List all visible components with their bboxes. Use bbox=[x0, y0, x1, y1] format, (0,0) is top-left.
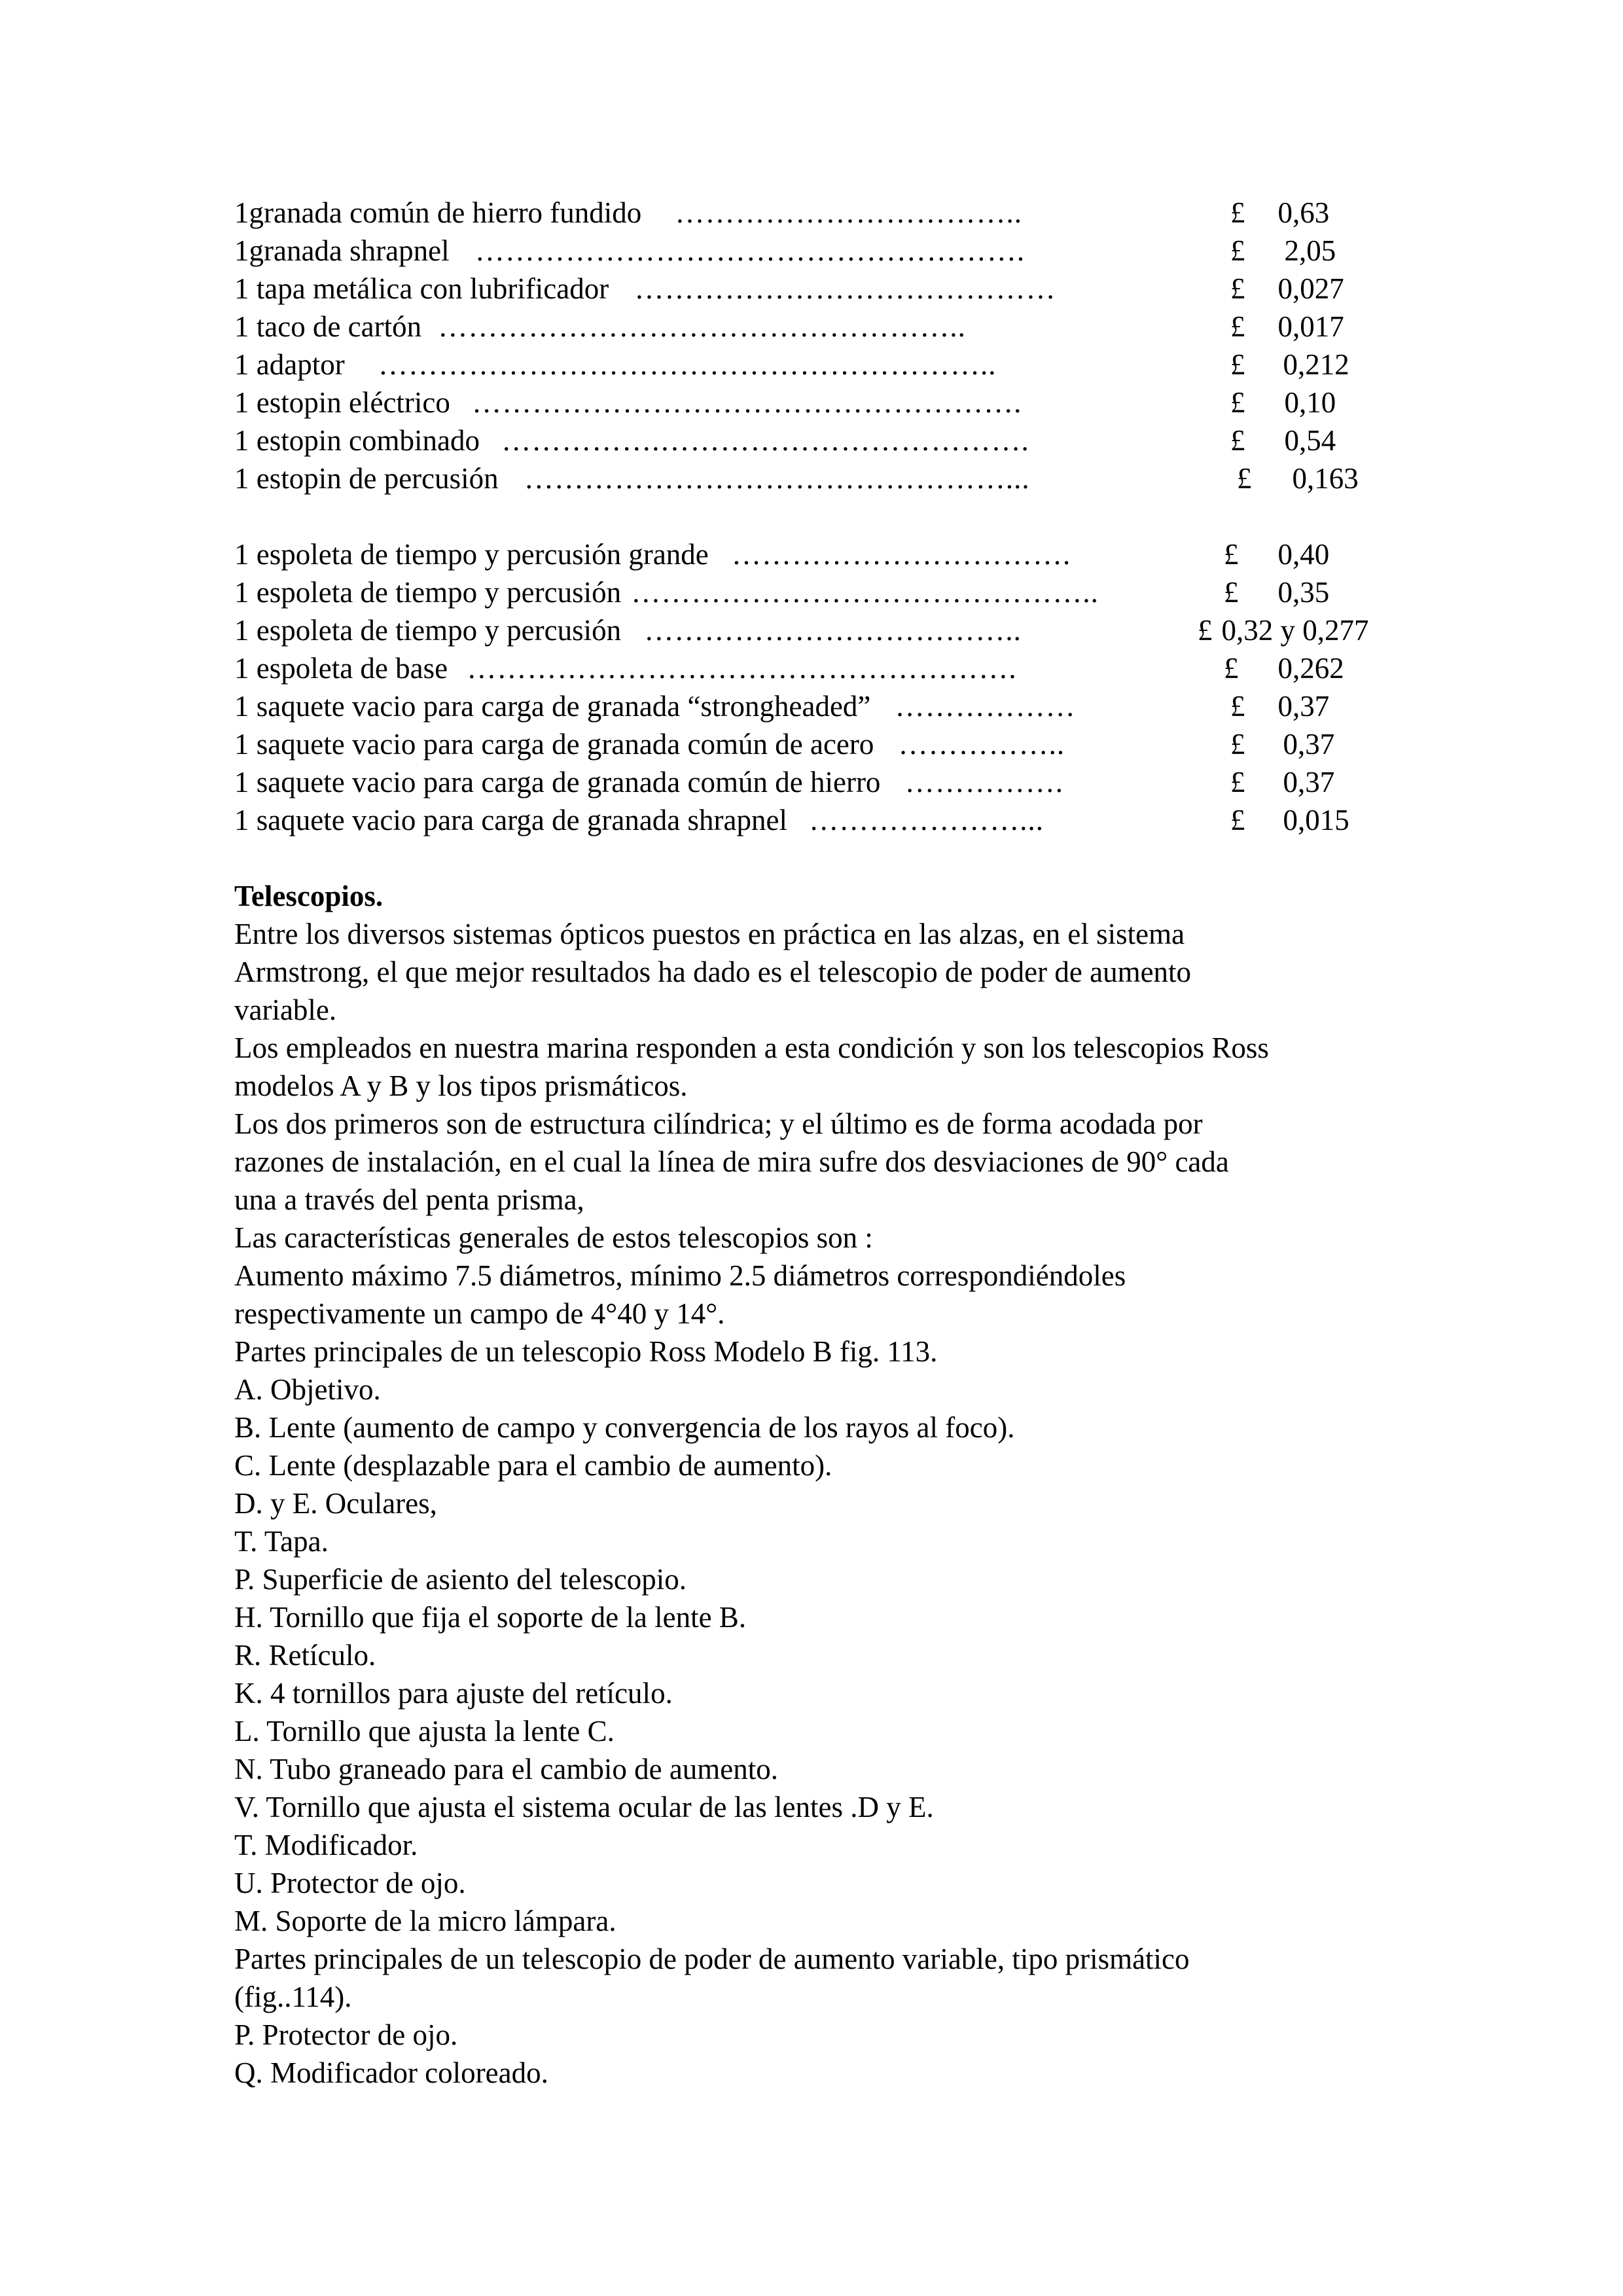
amount: 0,35 bbox=[1277, 576, 1330, 609]
leader-dots: …………………………………………….. bbox=[438, 310, 966, 343]
section-heading: Telescopios. bbox=[234, 880, 383, 912]
body-line: K. 4 tornillos para ajuste del retículo. bbox=[234, 1677, 673, 1710]
pound-sign: £ bbox=[1224, 576, 1239, 609]
amount: 0,10 bbox=[1284, 386, 1336, 419]
price-row bbox=[234, 687, 1076, 725]
body-line: B. Lente (aumento de campo y convergencia de los rayos al foco). bbox=[234, 1411, 1015, 1444]
price-value bbox=[1230, 346, 1349, 384]
body-line: U. Protector de ojo. bbox=[234, 1867, 466, 1899]
price-value bbox=[1230, 384, 1336, 422]
price-row bbox=[234, 459, 1030, 497]
leader-dots: …………………………………… bbox=[634, 272, 1056, 305]
body-line: modelos A y B y los tipos prismáticos. bbox=[234, 1069, 688, 1102]
leader-dots: …………………………………………………….. bbox=[378, 348, 997, 381]
price-value bbox=[1230, 270, 1344, 308]
amount: 0,37 bbox=[1283, 728, 1335, 761]
leader-dots: …………….………………………………. bbox=[501, 424, 1029, 457]
price-value bbox=[1224, 649, 1344, 687]
price-row bbox=[234, 384, 1022, 422]
amount: 0,32 y 0,277 bbox=[1221, 614, 1369, 647]
item-label: 1 estopin de percusión bbox=[234, 462, 499, 495]
amount: 0,54 bbox=[1284, 424, 1336, 457]
pound-sign: £ bbox=[1230, 728, 1245, 761]
price-row bbox=[234, 346, 996, 384]
item-label: 1 saquete vacio para carga de granada común de acero bbox=[234, 728, 874, 761]
amount: 0,015 bbox=[1283, 804, 1349, 836]
leader-dots: …………………... bbox=[809, 804, 1044, 836]
pound-sign: £ bbox=[1230, 690, 1245, 723]
price-row bbox=[234, 270, 1056, 308]
price-value bbox=[1230, 763, 1334, 801]
item-label: 1 espoleta de base bbox=[234, 652, 448, 685]
amount: 2,05 bbox=[1284, 234, 1336, 267]
amount: 0,212 bbox=[1283, 348, 1349, 381]
amount: 0,163 bbox=[1292, 462, 1359, 495]
body-line: R. Retículo. bbox=[234, 1639, 376, 1672]
body-line: L. Tornillo que ajusta la lente C. bbox=[234, 1715, 615, 1748]
price-row bbox=[234, 573, 1099, 611]
price-value bbox=[1230, 422, 1336, 459]
body-line: una a través del penta prisma, bbox=[234, 1183, 584, 1216]
price-row bbox=[234, 308, 966, 346]
item-label: 1 estopin eléctrico bbox=[234, 386, 450, 419]
item-label: 1 adaptor bbox=[234, 348, 345, 381]
price-row bbox=[234, 194, 1022, 232]
body-line: Aumento máximo 7.5 diámetros, mínimo 2.5 diámetros correspondiéndoles bbox=[234, 1259, 1126, 1292]
amount: 0,63 bbox=[1277, 196, 1330, 229]
price-row bbox=[234, 611, 1022, 649]
body-line: H. Tornillo que fija el soporte de la lente B. bbox=[234, 1601, 747, 1634]
body-line: (fig..114). bbox=[234, 1981, 352, 2013]
leader-dots: ……………………………….. bbox=[644, 614, 1022, 647]
leader-dots: ……………………………………….. bbox=[631, 576, 1099, 609]
item-label: 1 estopin combinado bbox=[234, 424, 480, 457]
body-line: N. Tubo graneado para el cambio de aumento. bbox=[234, 1753, 779, 1785]
price-row bbox=[234, 535, 1071, 573]
price-value bbox=[1224, 573, 1329, 611]
amount: 0,027 bbox=[1277, 272, 1344, 305]
leader-dots: ………………………………………………. bbox=[467, 652, 1017, 685]
pound-sign: £ bbox=[1224, 652, 1239, 685]
leader-dots: ………………………………………………. bbox=[474, 234, 1026, 267]
pound-sign: £ bbox=[1230, 424, 1245, 457]
amount: 0,40 bbox=[1277, 538, 1330, 571]
price-row bbox=[234, 422, 1029, 459]
body-line: P. Protector de ojo. bbox=[234, 2018, 458, 2051]
item-label: 1 saquete vacio para carga de granada común de hierro bbox=[234, 766, 881, 798]
pound-sign: £ bbox=[1230, 386, 1245, 419]
item-label: 1 saquete vacio para carga de granada shrapnel bbox=[234, 804, 787, 836]
leader-dots: …………………………….. bbox=[675, 196, 1023, 229]
leader-dots: …………………………………………... bbox=[524, 462, 1030, 495]
item-label: 1 taco de cartón bbox=[234, 310, 422, 343]
leader-dots: ……………… bbox=[895, 690, 1076, 723]
body-line: P. Superficie de asiento del telescopio. bbox=[234, 1563, 687, 1596]
amount: 0,262 bbox=[1277, 652, 1344, 685]
item-label: 1 tapa metálica con lubrificador bbox=[234, 272, 609, 305]
body-line: Las características generales de estos telescopios son : bbox=[234, 1221, 873, 1254]
body-line: variable. bbox=[234, 994, 337, 1026]
pound-sign: £ bbox=[1230, 310, 1245, 343]
body-line: Q. Modificador coloreado. bbox=[234, 2056, 548, 2089]
amount: 0,017 bbox=[1277, 310, 1344, 343]
leader-dots: ………………………………………………. bbox=[472, 386, 1022, 419]
pound-sign: £ bbox=[1230, 348, 1245, 381]
price-value bbox=[1198, 611, 1369, 649]
body-line: Armstrong, el que mejor resultados ha dado es el telescopio de poder de aumento bbox=[234, 956, 1192, 988]
price-row bbox=[234, 232, 1025, 270]
body-line: razones de instalación, en el cual la línea de mira sufre dos desviaciones de 90° cada bbox=[234, 1145, 1229, 1178]
item-label: 1granada común de hierro fundido bbox=[234, 196, 642, 229]
pound-sign: £ bbox=[1230, 234, 1245, 267]
body-line: T. Modificador. bbox=[234, 1829, 418, 1861]
price-value bbox=[1230, 801, 1349, 839]
item-label: 1 espoleta de tiempo y percusión bbox=[234, 576, 622, 609]
amount: 0,37 bbox=[1277, 690, 1330, 723]
body-line: M. Soporte de la micro lámpara. bbox=[234, 1905, 616, 1937]
price-value bbox=[1230, 308, 1344, 346]
price-row bbox=[234, 725, 1065, 763]
body-line: C. Lente (desplazable para el cambio de aumento). bbox=[234, 1449, 832, 1482]
price-value bbox=[1230, 232, 1336, 270]
body-line: A. Objetivo. bbox=[234, 1373, 381, 1406]
pound-sign: £ bbox=[1230, 196, 1245, 229]
item-label: 1granada shrapnel bbox=[234, 234, 450, 267]
price-row bbox=[234, 763, 1063, 801]
body-line: Entre los diversos sistemas ópticos puestos en práctica en las alzas, en el sistema bbox=[234, 918, 1185, 950]
price-value bbox=[1237, 459, 1359, 497]
price-value bbox=[1230, 194, 1329, 232]
body-line: respectivamente un campo de 4°40 y 14°. bbox=[234, 1297, 725, 1330]
item-label: 1 espoleta de tiempo y percusión grande bbox=[234, 538, 709, 571]
body-line: T. Tapa. bbox=[234, 1525, 329, 1558]
body-line: Partes principales de un telescopio de poder de aumento variable, tipo prismático bbox=[234, 1943, 1190, 1975]
pound-sign: £ bbox=[1237, 462, 1252, 495]
body-line: V. Tornillo que ajusta el sistema ocular de las lentes .D y E. bbox=[234, 1791, 934, 1823]
body-line: Los empleados en nuestra marina responden a esta condición y son los telescopios Ross bbox=[234, 1031, 1269, 1064]
body-line: Partes principales de un telescopio Ross Modelo B fig. 113. bbox=[234, 1335, 938, 1368]
body-line: D. y E. Oculares, bbox=[234, 1487, 437, 1520]
pound-sign: £ bbox=[1230, 272, 1245, 305]
pound-sign: £ bbox=[1198, 614, 1213, 647]
price-row bbox=[234, 801, 1044, 839]
pound-sign: £ bbox=[1230, 766, 1245, 798]
pound-sign: £ bbox=[1224, 538, 1239, 571]
leader-dots: ……………. bbox=[904, 766, 1063, 798]
item-label: 1 espoleta de tiempo y percusión bbox=[234, 614, 622, 647]
item-label: 1 saquete vacio para carga de granada “strongheaded” bbox=[234, 690, 871, 723]
leader-dots: …………….. bbox=[898, 728, 1065, 761]
leader-dots: ……………………………. bbox=[732, 538, 1071, 571]
amount: 0,37 bbox=[1283, 766, 1335, 798]
price-row bbox=[234, 649, 1017, 687]
pound-sign: £ bbox=[1230, 804, 1245, 836]
price-value bbox=[1230, 725, 1334, 763]
body-line: Los dos primeros son de estructura cilíndrica; y el último es de forma acodada por bbox=[234, 1107, 1203, 1140]
price-value bbox=[1224, 535, 1329, 573]
price-value bbox=[1230, 687, 1329, 725]
